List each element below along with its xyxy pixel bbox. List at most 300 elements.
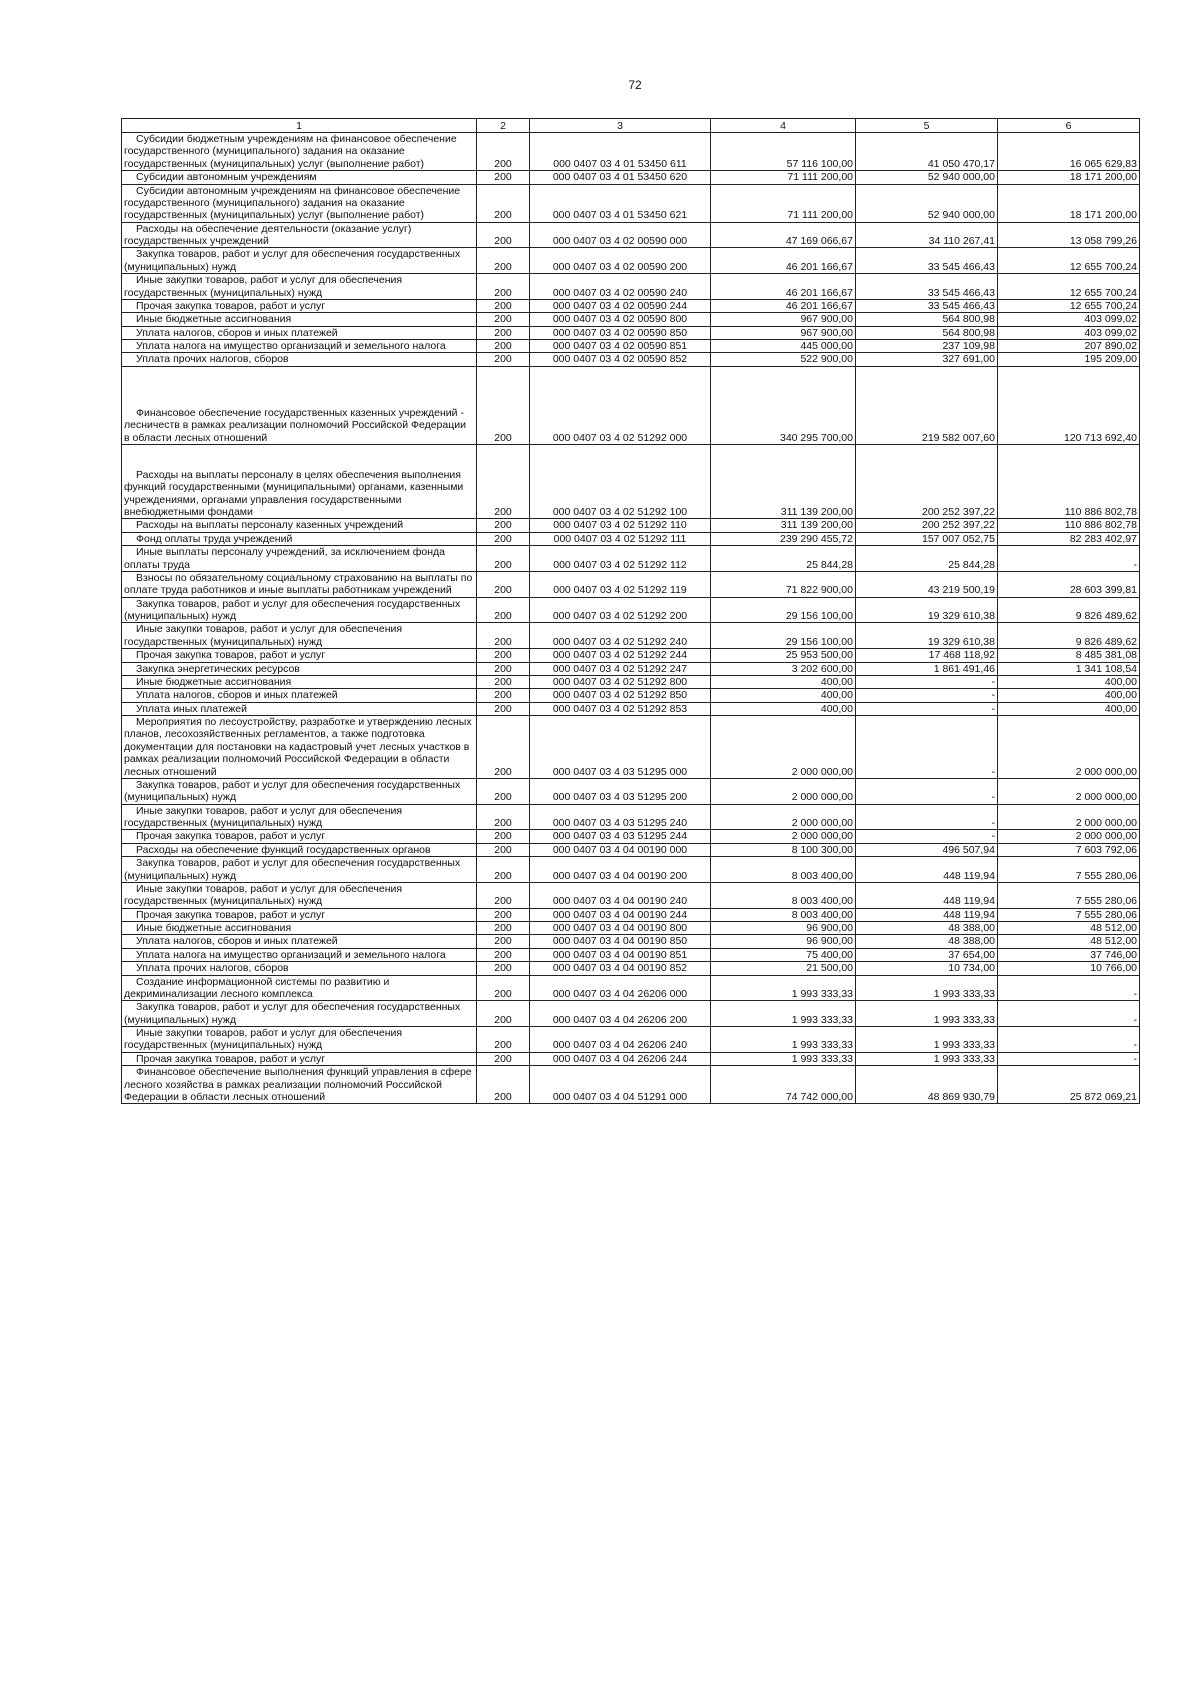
row-executed-cell: - [856, 716, 998, 779]
row-name-cell [122, 623, 477, 649]
row-remaining-cell: 403 099,02 [998, 326, 1140, 339]
row-name-text: Иные закупки товаров, работ и услуг для обеспечения государственных (муниципальных) нужд [124, 882, 403, 908]
table-row [122, 649, 1140, 662]
row-remaining-cell: 18 171 200,00 [998, 171, 1140, 184]
row-name-text: Взносы по обязательному социальному страхованию на выплаты по оплате труда работников и иные выплаты работникам учреждений [124, 571, 473, 597]
row-executed-cell: 52 940 000,00 [856, 184, 998, 222]
row-name-text: Иные закупки товаров, работ и услуг для обеспечения государственных (муниципальных) нужд [124, 1027, 403, 1052]
row-code-cell: 200 [477, 857, 530, 883]
row-remaining-cell: 13 058 799,26 [998, 222, 1140, 248]
row-name-cell [122, 922, 477, 935]
row-code-cell: 200 [477, 366, 530, 444]
row-kbk-cell: 000 0407 03 4 04 00190 000 [530, 843, 711, 856]
row-code-cell: 200 [477, 675, 530, 688]
row-name-text: Уплата налога на имущество организаций и земельного налога [136, 948, 446, 961]
row-name-cell [122, 571, 477, 597]
column-header: 1 [122, 119, 477, 133]
row-executed-cell: 41 050 470,17 [856, 133, 998, 171]
column-header: 2 [477, 119, 530, 133]
row-remaining-cell: 25 872 069,21 [998, 1066, 1140, 1104]
row-executed-cell: 37 654,00 [856, 948, 998, 961]
row-remaining-cell: 400,00 [998, 675, 1140, 688]
row-name-cell [122, 171, 477, 184]
row-remaining-cell: 2 000 000,00 [998, 716, 1140, 779]
row-approved-cell: 96 900,00 [711, 935, 856, 948]
row-kbk-cell: 000 0407 03 4 04 26206 000 [530, 975, 711, 1001]
row-kbk-cell: 000 0407 03 4 04 00190 200 [530, 857, 711, 883]
row-remaining-cell: 400,00 [998, 689, 1140, 702]
column-header: 3 [530, 119, 711, 133]
row-kbk-cell: 000 0407 03 4 03 51295 244 [530, 830, 711, 843]
table-row [122, 299, 1140, 312]
row-approved-cell: 47 169 066,67 [711, 222, 856, 248]
row-name-cell [122, 519, 477, 532]
row-kbk-cell: 000 0407 03 4 04 00190 240 [530, 882, 711, 908]
row-executed-cell: 48 388,00 [856, 935, 998, 948]
table-row [122, 922, 1140, 935]
row-name-text: Расходы на обеспечение деятельности (оказание услуг) государственных учреждений [124, 222, 412, 247]
row-executed-cell: 200 252 397,22 [856, 519, 998, 532]
row-code-cell: 200 [477, 571, 530, 597]
row-name-cell [122, 444, 477, 519]
row-executed-cell: - [856, 804, 998, 830]
row-remaining-cell: - [998, 546, 1140, 572]
row-code-cell: 200 [477, 340, 530, 353]
row-kbk-cell: 000 0407 03 4 02 51292 800 [530, 675, 711, 688]
row-kbk-cell: 000 0407 03 4 04 26206 200 [530, 1001, 711, 1027]
row-kbk-cell: 000 0407 03 4 01 53450 620 [530, 171, 711, 184]
row-name-cell [122, 908, 477, 921]
table-row [122, 962, 1140, 975]
table-row [122, 1066, 1140, 1104]
row-code-cell: 200 [477, 222, 530, 248]
row-remaining-cell: 110 886 802,78 [998, 519, 1140, 532]
row-executed-cell: 1 993 333,33 [856, 1027, 998, 1053]
row-name-cell [122, 649, 477, 662]
row-approved-cell: 25 844,28 [711, 546, 856, 572]
row-name-text: Закупка товаров, работ и услуг для обеспечения государственных (муниципальных) нужд [124, 1001, 461, 1026]
row-executed-cell: 34 110 267,41 [856, 222, 998, 248]
table-row [122, 857, 1140, 883]
row-approved-cell: 29 156 100,00 [711, 597, 856, 623]
row-executed-cell: 43 219 500,19 [856, 571, 998, 597]
row-approved-cell: 340 295 700,00 [711, 366, 856, 444]
row-code-cell: 200 [477, 313, 530, 326]
row-approved-cell: 400,00 [711, 675, 856, 688]
row-approved-cell: 400,00 [711, 689, 856, 702]
table-row [122, 366, 1140, 444]
row-remaining-cell: 18 171 200,00 [998, 184, 1140, 222]
row-remaining-cell: 12 655 700,24 [998, 299, 1140, 312]
row-kbk-cell: 000 0407 03 4 02 51292 200 [530, 597, 711, 623]
row-approved-cell: 8 003 400,00 [711, 882, 856, 908]
row-executed-cell: 564 800,98 [856, 313, 998, 326]
row-name-cell [122, 675, 477, 688]
row-kbk-cell: 000 0407 03 4 03 51295 200 [530, 778, 711, 804]
row-name-text: Прочая закупка товаров, работ и услуг [136, 1052, 326, 1065]
table-row [122, 171, 1140, 184]
row-remaining-cell: 120 713 692,40 [998, 366, 1140, 444]
row-executed-cell: 25 844,28 [856, 546, 998, 572]
table-row [122, 623, 1140, 649]
row-kbk-cell: 000 0407 03 4 02 00590 200 [530, 248, 711, 274]
row-kbk-cell: 000 0407 03 4 02 51292 853 [530, 702, 711, 715]
row-code-cell: 200 [477, 171, 530, 184]
row-kbk-cell: 000 0407 03 4 02 51292 244 [530, 649, 711, 662]
row-name-cell [122, 778, 477, 804]
table-row [122, 597, 1140, 623]
row-code-cell: 200 [477, 519, 530, 532]
row-name-text: Фонд оплаты труда учреждений [136, 532, 293, 545]
row-approved-cell: 1 993 333,33 [711, 1027, 856, 1053]
row-code-cell: 200 [477, 962, 530, 975]
table-row [122, 948, 1140, 961]
row-remaining-cell: 7 555 280,06 [998, 882, 1140, 908]
row-approved-cell: 21 500,00 [711, 962, 856, 975]
row-kbk-cell: 000 0407 03 4 02 51292 247 [530, 662, 711, 675]
row-name-text: Прочая закупка товаров, работ и услуг [136, 649, 326, 662]
row-name-cell [122, 1001, 477, 1027]
row-kbk-cell: 000 0407 03 4 02 00590 244 [530, 299, 711, 312]
row-approved-cell: 1 993 333,33 [711, 975, 856, 1001]
row-code-cell: 200 [477, 1066, 530, 1104]
row-name-text: Уплата прочих налогов, сборов [136, 962, 289, 975]
row-name-text: Прочая закупка товаров, работ и услуг [136, 299, 326, 312]
row-approved-cell: 8 100 300,00 [711, 843, 856, 856]
table-row [122, 326, 1140, 339]
row-name-text: Закупка товаров, работ и услуг для обеспечения государственных (муниципальных) нужд [124, 857, 461, 882]
row-kbk-cell: 000 0407 03 4 02 00590 240 [530, 274, 711, 300]
row-name-text: Иные бюджетные ассигнования [136, 922, 292, 934]
row-code-cell: 200 [477, 326, 530, 339]
row-name-text: Мероприятия по лесоустройству, разработке и утверждению лесных планов, лесохозяйственных регламентов, а также подготовка документации для постановки на кадастровый учет лесных участков в рамках реализации полномочий Российской Федерации в области лесных отношений [124, 716, 472, 778]
row-name-cell [122, 1027, 477, 1053]
row-name-cell [122, 843, 477, 856]
row-remaining-cell: 48 512,00 [998, 935, 1140, 948]
row-kbk-cell: 000 0407 03 4 04 51291 000 [530, 1066, 711, 1104]
row-approved-cell: 522 900,00 [711, 353, 856, 366]
row-executed-cell: 19 329 610,38 [856, 623, 998, 649]
row-name-cell [122, 340, 477, 353]
column-header: 4 [711, 119, 856, 133]
row-code-cell: 200 [477, 532, 530, 545]
table-row [122, 248, 1140, 274]
row-name-cell [122, 830, 477, 843]
row-kbk-cell: 000 0407 03 4 02 51292 112 [530, 546, 711, 572]
row-name-text: Иные выплаты персоналу учреждений, за исключением фонда оплаты труда [124, 546, 445, 571]
row-code-cell: 200 [477, 444, 530, 519]
row-approved-cell: 46 201 166,67 [711, 299, 856, 312]
row-name-cell [122, 353, 477, 366]
table-row [122, 184, 1140, 222]
row-name-cell [122, 532, 477, 545]
row-approved-cell: 8 003 400,00 [711, 908, 856, 921]
row-name-cell [122, 184, 477, 222]
row-kbk-cell: 000 0407 03 4 02 00590 851 [530, 340, 711, 353]
row-approved-cell: 74 742 000,00 [711, 1066, 856, 1104]
row-remaining-cell: 195 209,00 [998, 353, 1140, 366]
table-row [122, 662, 1140, 675]
row-code-cell: 200 [477, 597, 530, 623]
row-code-cell: 200 [477, 1027, 530, 1053]
row-name-cell [122, 804, 477, 830]
row-code-cell: 200 [477, 882, 530, 908]
row-kbk-cell: 000 0407 03 4 02 00590 852 [530, 353, 711, 366]
row-kbk-cell: 000 0407 03 4 02 51292 111 [530, 532, 711, 545]
row-code-cell: 200 [477, 1001, 530, 1027]
row-kbk-cell: 000 0407 03 4 04 00190 852 [530, 962, 711, 975]
row-remaining-cell: 7 603 792,06 [998, 843, 1140, 856]
row-code-cell: 200 [477, 922, 530, 935]
row-executed-cell: 33 545 466,43 [856, 274, 998, 300]
header-row [122, 119, 1140, 133]
row-executed-cell: 448 119,94 [856, 908, 998, 921]
row-executed-cell: 496 507,94 [856, 843, 998, 856]
row-name-cell [122, 662, 477, 675]
row-code-cell: 200 [477, 184, 530, 222]
row-name-text: Закупка товаров, работ и услуг для обеспечения государственных (муниципальных) нужд [124, 248, 461, 273]
row-kbk-cell: 000 0407 03 4 02 51292 110 [530, 519, 711, 532]
row-approved-cell: 57 116 100,00 [711, 133, 856, 171]
row-approved-cell: 2 000 000,00 [711, 830, 856, 843]
row-name-text: Финансовое обеспечение выполнения функций управления в сфере лесного хозяйства в рамках реализации полномочий Российской Федерации в области лесных отношений [124, 1066, 472, 1103]
row-executed-cell: 52 940 000,00 [856, 171, 998, 184]
row-kbk-cell: 000 0407 03 4 02 51292 100 [530, 444, 711, 519]
row-approved-cell: 311 139 200,00 [711, 444, 856, 519]
row-kbk-cell: 000 0407 03 4 02 00590 850 [530, 326, 711, 339]
row-executed-cell: 48 869 930,79 [856, 1066, 998, 1104]
table-row [122, 571, 1140, 597]
table-row [122, 843, 1140, 856]
table-row [122, 274, 1140, 300]
row-executed-cell: - [856, 689, 998, 702]
row-kbk-cell: 000 0407 03 4 04 26206 244 [530, 1052, 711, 1065]
row-executed-cell: 17 468 118,92 [856, 649, 998, 662]
row-approved-cell: 25 953 500,00 [711, 649, 856, 662]
row-code-cell: 200 [477, 662, 530, 675]
row-executed-cell: 448 119,94 [856, 882, 998, 908]
table-row [122, 778, 1140, 804]
row-name-text: Создание информационной системы по развитию и декриминализации лесного комплекса [124, 975, 390, 1000]
row-approved-cell: 96 900,00 [711, 922, 856, 935]
row-name-cell [122, 366, 477, 444]
row-name-text: Уплата налогов, сборов и иных платежей [136, 935, 338, 948]
row-remaining-cell: - [998, 1001, 1140, 1027]
row-executed-cell: 200 252 397,22 [856, 444, 998, 519]
row-code-cell: 200 [477, 843, 530, 856]
row-executed-cell: - [856, 778, 998, 804]
row-code-cell: 200 [477, 716, 530, 779]
row-kbk-cell: 000 0407 03 4 04 26206 240 [530, 1027, 711, 1053]
row-executed-cell: 448 119,94 [856, 857, 998, 883]
row-kbk-cell: 000 0407 03 4 02 00590 000 [530, 222, 711, 248]
budget-table [121, 118, 1140, 1104]
row-remaining-cell: 7 555 280,06 [998, 857, 1140, 883]
row-code-cell: 200 [477, 1052, 530, 1065]
row-remaining-cell: 7 555 280,06 [998, 908, 1140, 921]
row-remaining-cell: 37 746,00 [998, 948, 1140, 961]
row-executed-cell: 1 993 333,33 [856, 1001, 998, 1027]
table-row [122, 1027, 1140, 1053]
table-row [122, 222, 1140, 248]
row-executed-cell: - [856, 702, 998, 715]
table-row [122, 133, 1140, 171]
table-row [122, 444, 1140, 519]
table-row [122, 313, 1140, 326]
row-executed-cell: 327 691,00 [856, 353, 998, 366]
row-remaining-cell: 400,00 [998, 702, 1140, 715]
row-remaining-cell: 10 766,00 [998, 962, 1140, 975]
row-name-text: Закупка товаров, работ и услуг для обеспечения государственных (муниципальных) нужд [124, 778, 461, 804]
row-executed-cell: 564 800,98 [856, 326, 998, 339]
row-remaining-cell: - [998, 1027, 1140, 1053]
row-name-text: Уплата прочих налогов, сборов [136, 353, 289, 366]
row-code-cell: 200 [477, 804, 530, 830]
row-name-cell [122, 689, 477, 702]
row-code-cell: 200 [477, 908, 530, 921]
table-row [122, 908, 1140, 921]
row-name-cell [122, 326, 477, 339]
table-row [122, 716, 1140, 779]
row-code-cell: 200 [477, 935, 530, 948]
row-name-text: Иные закупки товаров, работ и услуг для обеспечения государственных (муниципальных) нужд [124, 623, 403, 648]
table-row [122, 1052, 1140, 1065]
row-remaining-cell: 9 826 489,62 [998, 597, 1140, 623]
row-name-text: Прочая закупка товаров, работ и услуг [136, 908, 326, 921]
row-remaining-cell: 403 099,02 [998, 313, 1140, 326]
row-approved-cell: 2 000 000,00 [711, 778, 856, 804]
row-approved-cell: 967 900,00 [711, 326, 856, 339]
row-name-text: Уплата иных платежей [136, 702, 248, 715]
row-approved-cell: 2 000 000,00 [711, 716, 856, 779]
row-approved-cell: 8 003 400,00 [711, 857, 856, 883]
row-remaining-cell: 82 283 402,97 [998, 532, 1140, 545]
row-approved-cell: 46 201 166,67 [711, 274, 856, 300]
row-name-text: Уплата налога на имущество организаций и земельного налога [136, 340, 446, 352]
row-name-text: Иные закупки товаров, работ и услуг для обеспечения государственных (муниципальных) нужд [124, 804, 403, 829]
row-name-text: Субсидии бюджетным учреждениям на финансовое обеспечение государственного (муниципального) задания на оказание государственных (муниципальных) услуг (выполнение работ) [124, 133, 457, 170]
row-kbk-cell: 000 0407 03 4 04 00190 850 [530, 935, 711, 948]
row-code-cell: 200 [477, 975, 530, 1001]
row-name-cell [122, 274, 477, 300]
row-approved-cell: 1 993 333,33 [711, 1001, 856, 1027]
table-row [122, 353, 1140, 366]
table-row [122, 340, 1140, 353]
row-code-cell: 200 [477, 133, 530, 171]
row-approved-cell: 311 139 200,00 [711, 519, 856, 532]
row-approved-cell: 75 400,00 [711, 948, 856, 961]
row-remaining-cell: - [998, 1052, 1140, 1065]
row-kbk-cell: 000 0407 03 4 04 00190 800 [530, 922, 711, 935]
table-body [122, 133, 1140, 1104]
table-row [122, 1001, 1140, 1027]
row-kbk-cell: 000 0407 03 4 02 00590 800 [530, 313, 711, 326]
row-remaining-cell: 12 655 700,24 [998, 274, 1140, 300]
row-name-text: Расходы на выплаты персоналу в целях обеспечения выполнения функций государственными (муниципальными) органами, казенными учреждениями, органами управления государственными внебюджетными фондами [124, 468, 464, 518]
table-row [122, 532, 1140, 545]
row-name-cell [122, 857, 477, 883]
table-row [122, 689, 1140, 702]
table-row [122, 935, 1140, 948]
table-row [122, 830, 1140, 843]
row-code-cell: 200 [477, 702, 530, 715]
row-code-cell: 200 [477, 948, 530, 961]
row-kbk-cell: 000 0407 03 4 01 53450 621 [530, 184, 711, 222]
table-row [122, 975, 1140, 1001]
row-name-cell [122, 222, 477, 248]
row-name-text: Финансовое обеспечение государственных казенных учреждений - лесничеств в рамках реализации полномочий Российской Федерации в области лесных отношений [124, 406, 466, 444]
row-code-cell: 200 [477, 649, 530, 662]
row-name-text: Иные закупки товаров, работ и услуг для обеспечения государственных (муниципальных) нужд [124, 274, 403, 299]
row-code-cell: 200 [477, 778, 530, 804]
row-remaining-cell: 2 000 000,00 [998, 804, 1140, 830]
row-executed-cell: 33 545 466,43 [856, 299, 998, 312]
row-remaining-cell: - [998, 975, 1140, 1001]
row-kbk-cell: 000 0407 03 4 04 00190 244 [530, 908, 711, 921]
row-executed-cell: 219 582 007,60 [856, 366, 998, 444]
row-executed-cell: 237 109,98 [856, 340, 998, 353]
row-kbk-cell: 000 0407 03 4 02 51292 119 [530, 571, 711, 597]
row-code-cell: 200 [477, 546, 530, 572]
row-code-cell: 200 [477, 353, 530, 366]
row-approved-cell: 445 000,00 [711, 340, 856, 353]
row-code-cell: 200 [477, 248, 530, 274]
row-name-cell [122, 702, 477, 715]
row-approved-cell: 29 156 100,00 [711, 623, 856, 649]
row-code-cell: 200 [477, 623, 530, 649]
row-name-cell [122, 975, 477, 1001]
row-name-cell [122, 597, 477, 623]
row-name-text: Уплата налогов, сборов и иных платежей [136, 326, 338, 339]
row-name-text: Иные бюджетные ассигнования [136, 675, 292, 688]
row-executed-cell: - [856, 830, 998, 843]
row-kbk-cell: 000 0407 03 4 03 51295 240 [530, 804, 711, 830]
table-row [122, 804, 1140, 830]
table-row [122, 546, 1140, 572]
row-executed-cell: 33 545 466,43 [856, 248, 998, 274]
row-remaining-cell: 8 485 381,08 [998, 649, 1140, 662]
row-approved-cell: 239 290 455,72 [711, 532, 856, 545]
row-name-cell [122, 882, 477, 908]
row-name-text: Субсидии автономным учреждениям [136, 171, 317, 184]
row-executed-cell: 1 861 491,46 [856, 662, 998, 675]
table-row [122, 882, 1140, 908]
page-number: 72 [628, 78, 642, 92]
row-executed-cell: 157 007 052,75 [856, 532, 998, 545]
row-executed-cell: 1 993 333,33 [856, 1052, 998, 1065]
row-remaining-cell: 2 000 000,00 [998, 830, 1140, 843]
row-executed-cell: 19 329 610,38 [856, 597, 998, 623]
row-approved-cell: 2 000 000,00 [711, 804, 856, 830]
row-remaining-cell: 12 655 700,24 [998, 248, 1140, 274]
row-name-cell [122, 716, 477, 779]
row-kbk-cell: 000 0407 03 4 02 51292 000 [530, 366, 711, 444]
row-name-cell [122, 546, 477, 572]
row-remaining-cell: 110 886 802,78 [998, 444, 1140, 519]
table-row [122, 675, 1140, 688]
row-name-text: Субсидии автономным учреждениям на финансовое обеспечение государственного (муниципального) задания на оказание государственных (муниципальных) услуг (выполнение работ) [124, 184, 461, 222]
row-executed-cell: 10 734,00 [856, 962, 998, 975]
row-executed-cell: 1 993 333,33 [856, 975, 998, 1001]
row-name-cell [122, 133, 477, 171]
row-executed-cell: 48 388,00 [856, 922, 998, 935]
row-kbk-cell: 000 0407 03 4 02 51292 850 [530, 689, 711, 702]
row-name-cell [122, 948, 477, 961]
row-name-text: Уплата налогов, сборов и иных платежей [136, 689, 338, 702]
row-name-text: Закупка энергетических ресурсов [136, 662, 300, 675]
row-name-cell [122, 1052, 477, 1065]
row-kbk-cell: 000 0407 03 4 04 00190 851 [530, 948, 711, 961]
